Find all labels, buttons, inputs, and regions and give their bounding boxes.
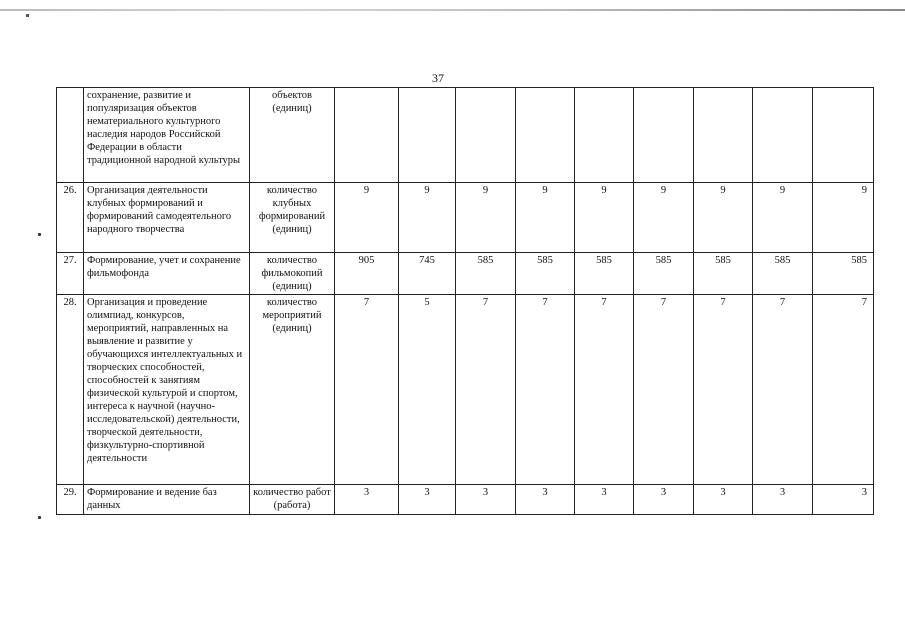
value-cell: 7	[456, 295, 516, 485]
table-row	[57, 88, 874, 183]
scan-speck	[38, 233, 41, 236]
value-cell: 9	[634, 183, 694, 253]
value-cell: 9	[335, 183, 399, 253]
value-cell: 7	[634, 295, 694, 485]
value-cell: 7	[813, 295, 874, 485]
value-cell: 585	[575, 253, 634, 295]
value-cell: 9	[516, 183, 575, 253]
value-cell: 585	[813, 253, 874, 295]
value-cell: 7	[575, 295, 634, 485]
row-number: 26.	[57, 183, 84, 253]
value-cell	[753, 88, 813, 183]
value-cell: 9	[399, 183, 456, 253]
value-cell: 745	[399, 253, 456, 295]
value-cell: 3	[634, 485, 694, 515]
value-cell	[516, 88, 575, 183]
value-cell: 3	[753, 485, 813, 515]
scan-edge-line	[0, 9, 905, 11]
unit-of-measure: объектов (единиц)	[250, 88, 335, 183]
services-table	[56, 87, 874, 515]
unit-of-measure: количество фильмокопий (единиц)	[250, 253, 335, 295]
value-cell: 3	[813, 485, 874, 515]
value-cell: 3	[575, 485, 634, 515]
table-row	[57, 485, 874, 515]
value-cell	[813, 88, 874, 183]
value-cell: 585	[516, 253, 575, 295]
unit-of-measure: количество мероприятий (единиц)	[250, 295, 335, 485]
service-name: Организация и проведение олимпиад, конкурсов, мероприятий, направленных на выявление и развитие у обучающихся интеллектуальных и творческих способностей, способностей к занятиям физической культурой и спортом, интереса к научной (научно-исследовательской) деятельности, творческой деятельности, физкультурно-спортивной деятельности	[84, 295, 250, 485]
row-number: 28.	[57, 295, 84, 485]
value-cell: 585	[753, 253, 813, 295]
row-number: 27.	[57, 253, 84, 295]
value-cell: 3	[456, 485, 516, 515]
value-cell: 9	[694, 183, 753, 253]
table-row	[57, 253, 874, 295]
service-name: сохранение, развитие и популяризация объектов нематериального культурного наследия народов Российской Федерации в области традиционной народной культуры	[84, 88, 250, 183]
value-cell: 9	[753, 183, 813, 253]
service-name: Формирование и ведение баз данных	[84, 485, 250, 515]
value-cell: 3	[335, 485, 399, 515]
scan-speck	[38, 516, 41, 519]
scan-speck	[26, 14, 29, 17]
value-cell: 7	[516, 295, 575, 485]
value-cell	[694, 88, 753, 183]
value-cell: 3	[399, 485, 456, 515]
value-cell: 585	[456, 253, 516, 295]
value-cell: 7	[694, 295, 753, 485]
value-cell	[399, 88, 456, 183]
value-cell: 585	[634, 253, 694, 295]
value-cell: 9	[575, 183, 634, 253]
value-cell: 3	[694, 485, 753, 515]
unit-of-measure: количество работ (работа)	[250, 485, 335, 515]
value-cell: 905	[335, 253, 399, 295]
value-cell: 9	[456, 183, 516, 253]
value-cell: 9	[813, 183, 874, 253]
table-row	[57, 183, 874, 253]
value-cell: 7	[753, 295, 813, 485]
row-number	[57, 88, 84, 183]
service-name: Формирование, учет и сохранение фильмофонда	[84, 253, 250, 295]
value-cell: 7	[335, 295, 399, 485]
value-cell	[335, 88, 399, 183]
service-name: Организация деятельности клубных формирований и формирований самодеятельного народного творчества	[84, 183, 250, 253]
value-cell: 3	[516, 485, 575, 515]
value-cell: 5	[399, 295, 456, 485]
value-cell	[634, 88, 694, 183]
value-cell	[456, 88, 516, 183]
row-number: 29.	[57, 485, 84, 515]
value-cell	[575, 88, 634, 183]
unit-of-measure: количество клубных формирований (единиц)	[250, 183, 335, 253]
value-cell: 585	[694, 253, 753, 295]
table-row	[57, 295, 874, 485]
page-number: 37	[432, 71, 444, 85]
